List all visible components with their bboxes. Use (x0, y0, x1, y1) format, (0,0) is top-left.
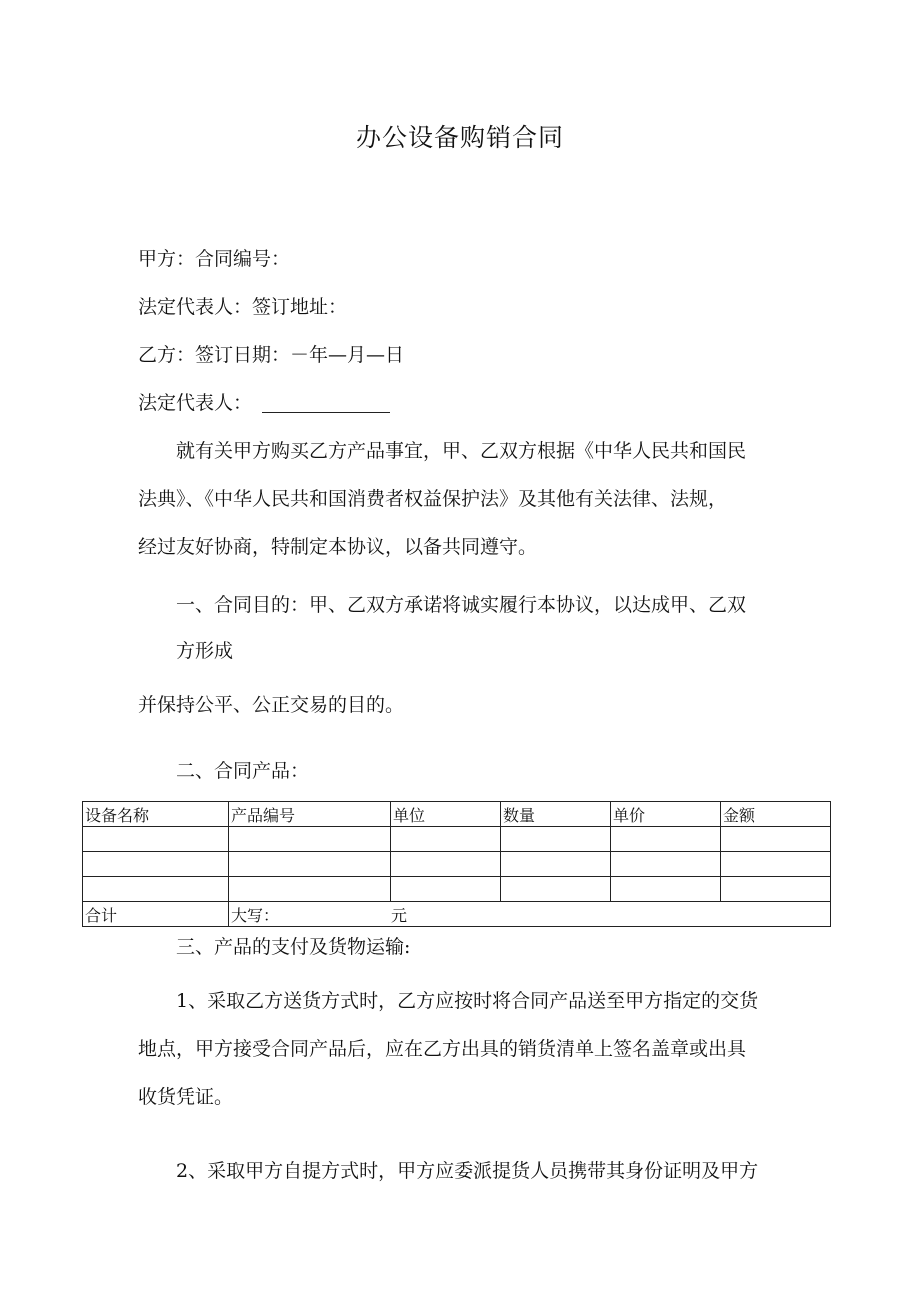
header-cell: 产品编号 (229, 802, 391, 827)
table-cell (391, 852, 501, 877)
table-cell (229, 827, 391, 852)
section1-line-1: 一、合同目的：甲、乙双方承诺将诚实履行本协议，以达成甲、乙双 (176, 594, 747, 616)
preamble-line-3: 经过友好协商，特制定本协议，以备共同遵守。 (138, 536, 538, 558)
section1-line-2: 方形成 (176, 640, 234, 662)
party-a-line: 甲方：合同编号： (138, 248, 291, 270)
table-cell (501, 877, 611, 902)
table-cell (391, 827, 501, 852)
legal-rep-a-line: 法定代表人：签订地址： (138, 296, 348, 318)
table-cell (229, 877, 391, 902)
preamble-line-1: 就有关甲方购买乙方产品事宜，甲、乙双方根据《中华人民共和国民 (176, 440, 747, 462)
clause1-line-1: 1、采取乙方送货方式时，乙方应按时将合同产品送至甲方指定的交货 (176, 990, 759, 1012)
table-cell (611, 877, 721, 902)
total-label-cell: 合计 (83, 902, 229, 927)
header-cell: 单位 (391, 802, 501, 827)
section2-heading: 二、合同产品： (176, 760, 310, 782)
table-cell (83, 852, 229, 877)
total-unit: 元 (391, 905, 408, 925)
clause1-line-3: 收货凭证。 (138, 1086, 234, 1108)
table-header-row (83, 802, 831, 827)
table-cell (721, 877, 831, 902)
clause1-line-2: 地点，甲方接受合同产品后，应在乙方出具的销货清单上签名盖章或出具 (138, 1038, 747, 1060)
header-cell: 金额 (721, 802, 831, 827)
table-cell (611, 852, 721, 877)
table-cell (501, 852, 611, 877)
party-b-line: 乙方：签订日期：－年—月—日 (138, 344, 405, 366)
table-cell (83, 827, 229, 852)
table-row (83, 827, 831, 852)
table-cell (611, 827, 721, 852)
table-cell (501, 827, 611, 852)
table-row (83, 852, 831, 877)
header-cell: 单价 (611, 802, 721, 827)
header-cell: 设备名称 (83, 802, 229, 827)
section1-line-3: 并保持公平、公正交易的目的。 (138, 694, 405, 716)
legal-rep-b-label: 法定代表人： (138, 392, 253, 414)
table-total-row (83, 902, 831, 927)
table-cell (391, 877, 501, 902)
signature-blank (262, 394, 390, 413)
table-cell (83, 877, 229, 902)
table-cell (229, 852, 391, 877)
clause2-line-1: 2、采取甲方自提方式时，甲方应委派提货人员携带其身份证明及甲方 (176, 1160, 759, 1182)
header-cell: 数量 (501, 802, 611, 827)
table-row (83, 877, 831, 902)
table-cell (721, 852, 831, 877)
product-table (82, 801, 831, 927)
document-title: 办公设备购销合同 (355, 123, 564, 152)
table-cell (721, 827, 831, 852)
legal-rep-b-line (138, 388, 390, 415)
total-amount-cell (229, 902, 831, 927)
preamble-line-2: 法典》、《中华人民共和国消费者权益保护法》及其他有关法律、法规， (138, 488, 728, 510)
section3-heading: 三、产品的支付及货物运输: (176, 936, 411, 958)
total-caps-label: 大写： (231, 905, 280, 925)
